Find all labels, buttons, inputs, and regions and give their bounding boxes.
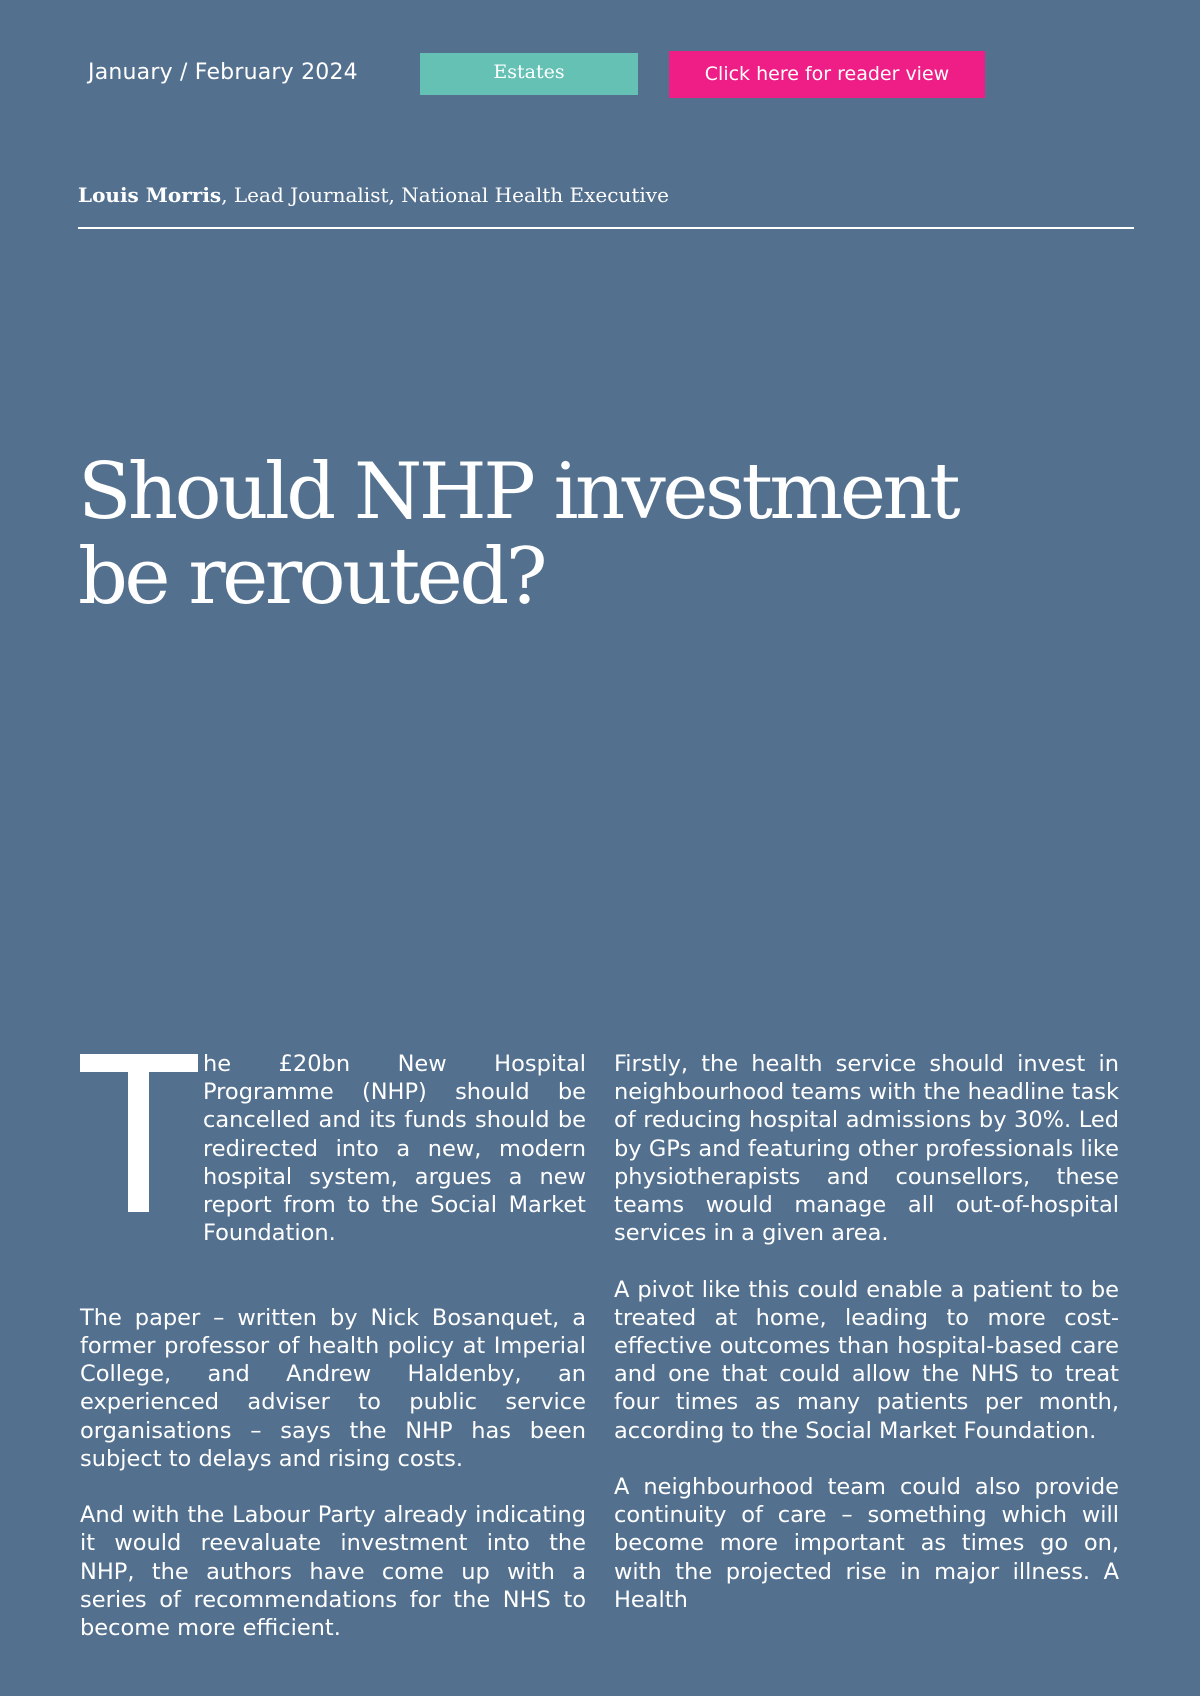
headline: Should NHP investment be rerouted?	[78, 447, 958, 622]
body-paragraph: A neighbourhood team could also provide continuity of care – something which will become more important as times go on, with the projected rise in major illness. A Health	[614, 1474, 1119, 1613]
lead-paragraph	[80, 1050, 586, 1276]
reader-view-button[interactable]: Click here for reader view	[669, 51, 985, 98]
article-column-right	[614, 1050, 1119, 1642]
body-paragraph: A pivot like this could enable a patient to be treated at home, leading to more cost-effective outcomes than hospital-based care and one that could allow the NHS to treat four times as many patients per month, according to the Social Market Foundation.	[614, 1276, 1119, 1444]
issue-date: January / February 2024	[88, 60, 358, 85]
drop-cap-glyph	[80, 1054, 198, 1212]
body-paragraph: The paper – written by Nick Bosanquet, a former professor of health policy at Imperial College, and Andrew Haldenby, an experienced adviser to public service organisations – says the NHP has been subject to delays and rising costs.	[80, 1304, 586, 1472]
divider	[78, 227, 1134, 229]
drop-cap	[80, 1050, 203, 1208]
body-paragraph: Firstly, the health service should invest in neighbourhood teams with the headline task of reducing hospital admissions by 30%. Led by GPs and featuring other professionals like physiotherapists and counsellors, these teams would manage all out-of-hospital services in a given area.	[614, 1051, 1119, 1247]
byline	[78, 183, 669, 207]
byline-role: , Lead Journalist, National Health Executive	[221, 183, 669, 207]
article-column-left	[80, 1050, 586, 1670]
body-paragraph: And with the Labour Party already indicating it would reevaluate investment into the NHP, the authors have come up with a series of recommendations for the NHS to become more efficient.	[80, 1502, 586, 1642]
byline-author: Louis Morris	[78, 183, 222, 207]
section-tag: Estates	[420, 53, 638, 95]
lead-paragraph-text: he £20bn New Hospital Programme (NHP) should be cancelled and its funds should be redirected into a new, modern hospital system, argues a new report from to the Social Market Foundation.	[203, 1051, 586, 1247]
